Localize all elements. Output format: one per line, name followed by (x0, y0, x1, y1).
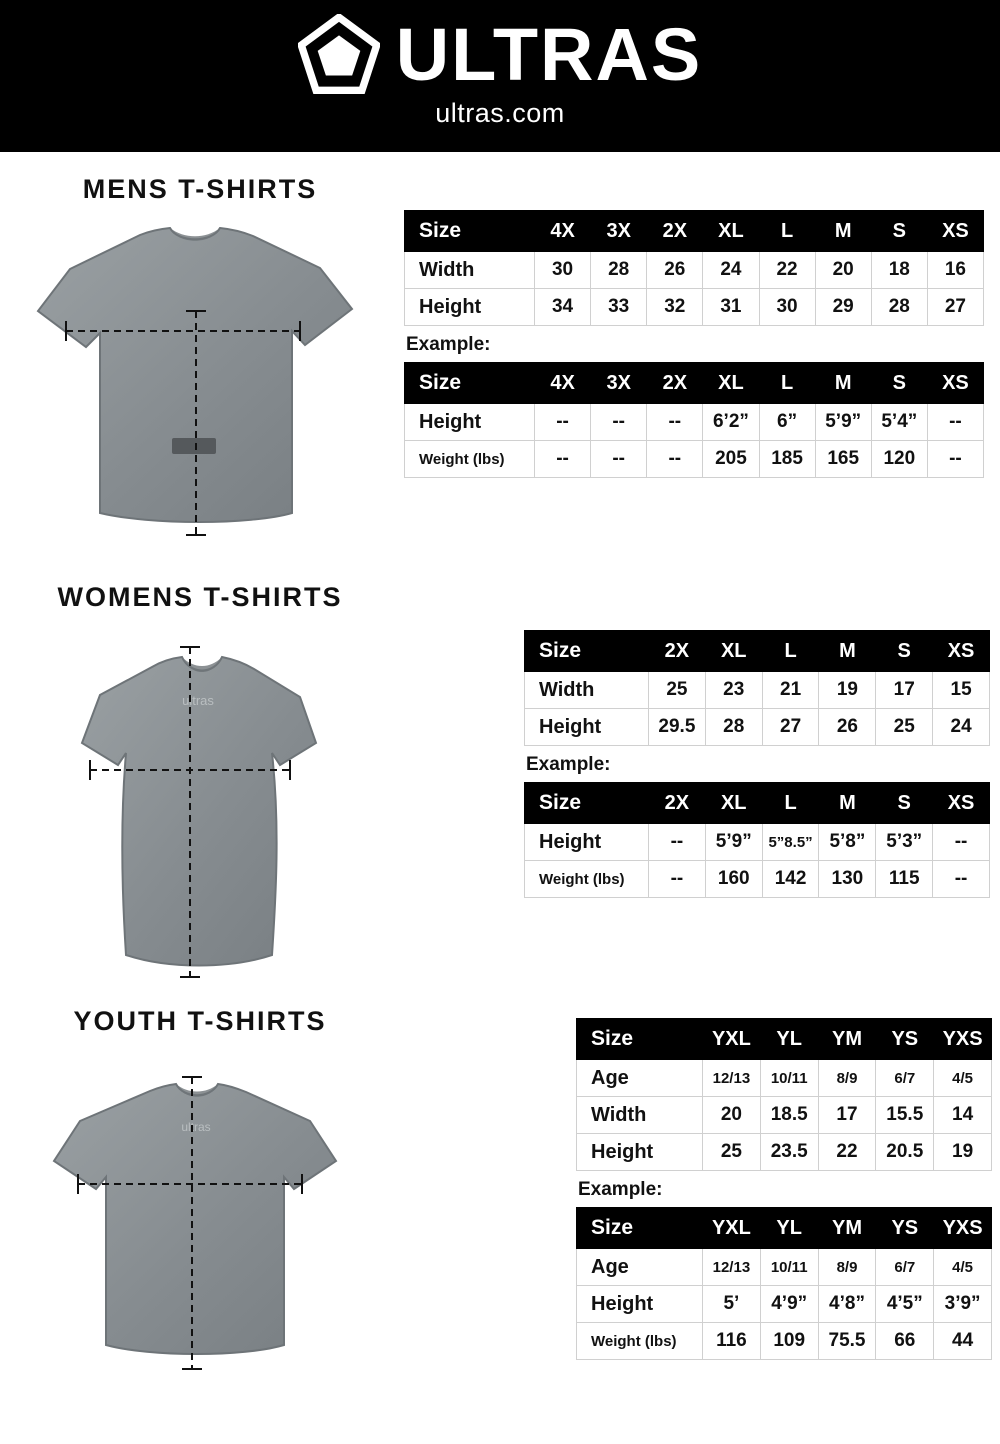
table-row (405, 441, 984, 478)
col-s: S (871, 211, 927, 252)
table-header-row (525, 783, 990, 824)
col-yxl: YXL (703, 1208, 761, 1249)
cell: -- (927, 441, 983, 478)
cell: 130 (819, 861, 876, 898)
cell: 115 (876, 861, 933, 898)
cell: 6/7 (876, 1060, 934, 1097)
table-row (525, 672, 990, 709)
cell: -- (535, 404, 591, 441)
cell: 14 (934, 1097, 992, 1134)
cell: 10/11 (760, 1249, 818, 1286)
row-label-height: Height (525, 709, 649, 746)
cell: 5’ (703, 1286, 761, 1323)
cell: 30 (535, 252, 591, 289)
cell: 25 (703, 1134, 761, 1171)
cell: 33 (591, 289, 647, 326)
mens-tables (404, 210, 990, 478)
womens-tshirt-illustration (0, 625, 400, 985)
col-size: Size (525, 631, 649, 672)
col-2x: 2X (647, 363, 703, 404)
row-label-width: Width (525, 672, 649, 709)
youth-tshirt-illustration (0, 1049, 400, 1379)
col-size: Size (405, 363, 535, 404)
svg-text:ultras: ultras (181, 1120, 211, 1134)
table-header-row (577, 1208, 992, 1249)
svg-text:ultras: ultras (182, 693, 214, 708)
col-m: M (815, 363, 871, 404)
youth-tables (576, 1018, 996, 1360)
col-ys: YS (876, 1208, 934, 1249)
cell: 185 (759, 441, 815, 478)
table-row (577, 1286, 992, 1323)
cell: 34 (535, 289, 591, 326)
col-m: M (819, 783, 876, 824)
col-ym: YM (818, 1019, 876, 1060)
cell: 27 (927, 289, 983, 326)
mens-section-title: MENS T-SHIRTS (82, 174, 318, 204)
row-label-weight: Weight (lbs) (405, 441, 535, 478)
col-s: S (871, 363, 927, 404)
col-xs: XS (927, 363, 983, 404)
col-ym: YM (818, 1208, 876, 1249)
womens-measure-table (524, 630, 990, 746)
page-header (0, 0, 1000, 152)
col-yxs: YXS (934, 1208, 992, 1249)
cell: 12/13 (703, 1060, 761, 1097)
cell: 8/9 (818, 1060, 876, 1097)
cell: 6’2” (703, 404, 759, 441)
brand-row (298, 14, 703, 96)
col-xl: XL (703, 211, 759, 252)
col-3x: 3X (591, 363, 647, 404)
cell: 4’5” (876, 1286, 934, 1323)
row-label-weight: Weight (lbs) (525, 861, 649, 898)
cell: 205 (703, 441, 759, 478)
cell: 29.5 (649, 709, 706, 746)
col-size: Size (405, 211, 535, 252)
cell: 165 (815, 441, 871, 478)
cell: 28 (871, 289, 927, 326)
cell: 5’9” (705, 824, 762, 861)
col-s: S (876, 783, 933, 824)
col-m: M (819, 631, 876, 672)
cell: 4/5 (934, 1249, 992, 1286)
cell: 3’9” (934, 1286, 992, 1323)
cell: -- (591, 404, 647, 441)
col-2x: 2X (649, 783, 706, 824)
row-label-height: Height (405, 289, 535, 326)
youth-example-table (576, 1207, 992, 1360)
womens-example-label: Example: (526, 754, 611, 775)
row-label-height: Height (525, 824, 649, 861)
col-l: L (759, 211, 815, 252)
row-label-height: Height (405, 404, 535, 441)
womens-tables (524, 630, 994, 898)
cell: -- (535, 441, 591, 478)
cell: 20 (703, 1097, 761, 1134)
row-label-weight: Weight (lbs) (577, 1323, 703, 1360)
col-2x: 2X (647, 211, 703, 252)
womens-section-left (0, 572, 400, 985)
mens-measure-table (404, 210, 984, 326)
cell: 26 (647, 252, 703, 289)
col-xl: XL (703, 363, 759, 404)
cell: 66 (876, 1323, 934, 1360)
cell: 109 (760, 1323, 818, 1360)
cell: 18 (871, 252, 927, 289)
brand-title: ULTRAS (395, 13, 703, 96)
row-label-width: Width (577, 1097, 703, 1134)
cell: 19 (934, 1134, 992, 1171)
col-4x: 4X (535, 211, 591, 252)
cell: 5”8.5” (762, 824, 819, 861)
col-4x: 4X (535, 363, 591, 404)
cell: 19 (819, 672, 876, 709)
table-header-row (405, 211, 984, 252)
cell: 23.5 (760, 1134, 818, 1171)
col-xs: XS (927, 211, 983, 252)
cell: -- (649, 824, 706, 861)
mens-example-label: Example: (406, 334, 491, 355)
table-row (525, 824, 990, 861)
col-s: S (876, 631, 933, 672)
cell: 75.5 (818, 1323, 876, 1360)
cell: -- (649, 861, 706, 898)
youth-example-label: Example: (578, 1179, 663, 1200)
table-row (577, 1060, 992, 1097)
col-3x: 3X (591, 211, 647, 252)
cell: 31 (703, 289, 759, 326)
col-ys: YS (876, 1019, 934, 1060)
cell: 160 (705, 861, 762, 898)
col-size: Size (525, 783, 649, 824)
col-xl: XL (705, 783, 762, 824)
table-row (577, 1249, 992, 1286)
cell: 6” (759, 404, 815, 441)
col-l: L (759, 363, 815, 404)
row-label-age: Age (577, 1060, 703, 1097)
row-label-height: Height (577, 1134, 703, 1171)
cell: 17 (876, 672, 933, 709)
cell: 4’8” (818, 1286, 876, 1323)
cell: 12/13 (703, 1249, 761, 1286)
cell: 18.5 (760, 1097, 818, 1134)
cell: 27 (762, 709, 819, 746)
youth-section-title: YOUTH T-SHIRTS (73, 1006, 327, 1036)
cell: 6/7 (876, 1249, 934, 1286)
col-xs: XS (933, 631, 990, 672)
table-row (577, 1323, 992, 1360)
table-header-row (577, 1019, 992, 1060)
mens-tshirt-illustration (0, 213, 400, 543)
cell: -- (933, 861, 990, 898)
cell: 20 (815, 252, 871, 289)
cell: 30 (759, 289, 815, 326)
table-row (525, 709, 990, 746)
table-header-row (525, 631, 990, 672)
pentagon-logo-icon (298, 14, 380, 96)
col-l: L (762, 631, 819, 672)
cell: 24 (703, 252, 759, 289)
cell: 142 (762, 861, 819, 898)
col-size: Size (577, 1019, 703, 1060)
col-l: L (762, 783, 819, 824)
cell: 26 (819, 709, 876, 746)
col-xl: XL (705, 631, 762, 672)
cell: 120 (871, 441, 927, 478)
cell: -- (647, 441, 703, 478)
table-row (577, 1097, 992, 1134)
row-label-age: Age (577, 1249, 703, 1286)
cell: 116 (703, 1323, 761, 1360)
cell: 22 (759, 252, 815, 289)
cell: 28 (705, 709, 762, 746)
col-yxl: YXL (703, 1019, 761, 1060)
womens-section-title: WOMENS T-SHIRTS (57, 582, 343, 612)
cell: 22 (818, 1134, 876, 1171)
cell: 20.5 (876, 1134, 934, 1171)
cell: 28 (591, 252, 647, 289)
col-yxs: YXS (934, 1019, 992, 1060)
cell: 23 (705, 672, 762, 709)
youth-section-left (0, 1000, 400, 1379)
cell: 4’9” (760, 1286, 818, 1323)
table-header-row (405, 363, 984, 404)
cell: 25 (876, 709, 933, 746)
cell: 21 (762, 672, 819, 709)
cell: 29 (815, 289, 871, 326)
cell: 5’4” (871, 404, 927, 441)
table-row (405, 404, 984, 441)
brand-block (0, 14, 1000, 128)
table-row (577, 1134, 992, 1171)
cell: 24 (933, 709, 990, 746)
cell: 32 (647, 289, 703, 326)
col-2x: 2X (649, 631, 706, 672)
table-row (525, 861, 990, 898)
cell: -- (647, 404, 703, 441)
cell: 8/9 (818, 1249, 876, 1286)
col-m: M (815, 211, 871, 252)
cell: 5’9” (815, 404, 871, 441)
mens-example-table (404, 362, 984, 478)
cell: -- (591, 441, 647, 478)
cell: 4/5 (934, 1060, 992, 1097)
col-yl: YL (760, 1208, 818, 1249)
cell: 15 (933, 672, 990, 709)
table-row (405, 252, 984, 289)
cell: 10/11 (760, 1060, 818, 1097)
table-row (405, 289, 984, 326)
col-size: Size (577, 1208, 703, 1249)
cell: 44 (934, 1323, 992, 1360)
cell: 5’8” (819, 824, 876, 861)
womens-example-table (524, 782, 990, 898)
brand-url: ultras.com (435, 98, 565, 128)
cell: 16 (927, 252, 983, 289)
cell: 5’3” (876, 824, 933, 861)
cell: 15.5 (876, 1097, 934, 1134)
youth-measure-table (576, 1018, 992, 1171)
cell: -- (933, 824, 990, 861)
mens-section-left (0, 152, 400, 543)
row-label-height: Height (577, 1286, 703, 1323)
cell: 25 (649, 672, 706, 709)
col-xs: XS (933, 783, 990, 824)
cell: -- (927, 404, 983, 441)
cell: 17 (818, 1097, 876, 1134)
row-label-width: Width (405, 252, 535, 289)
col-yl: YL (760, 1019, 818, 1060)
